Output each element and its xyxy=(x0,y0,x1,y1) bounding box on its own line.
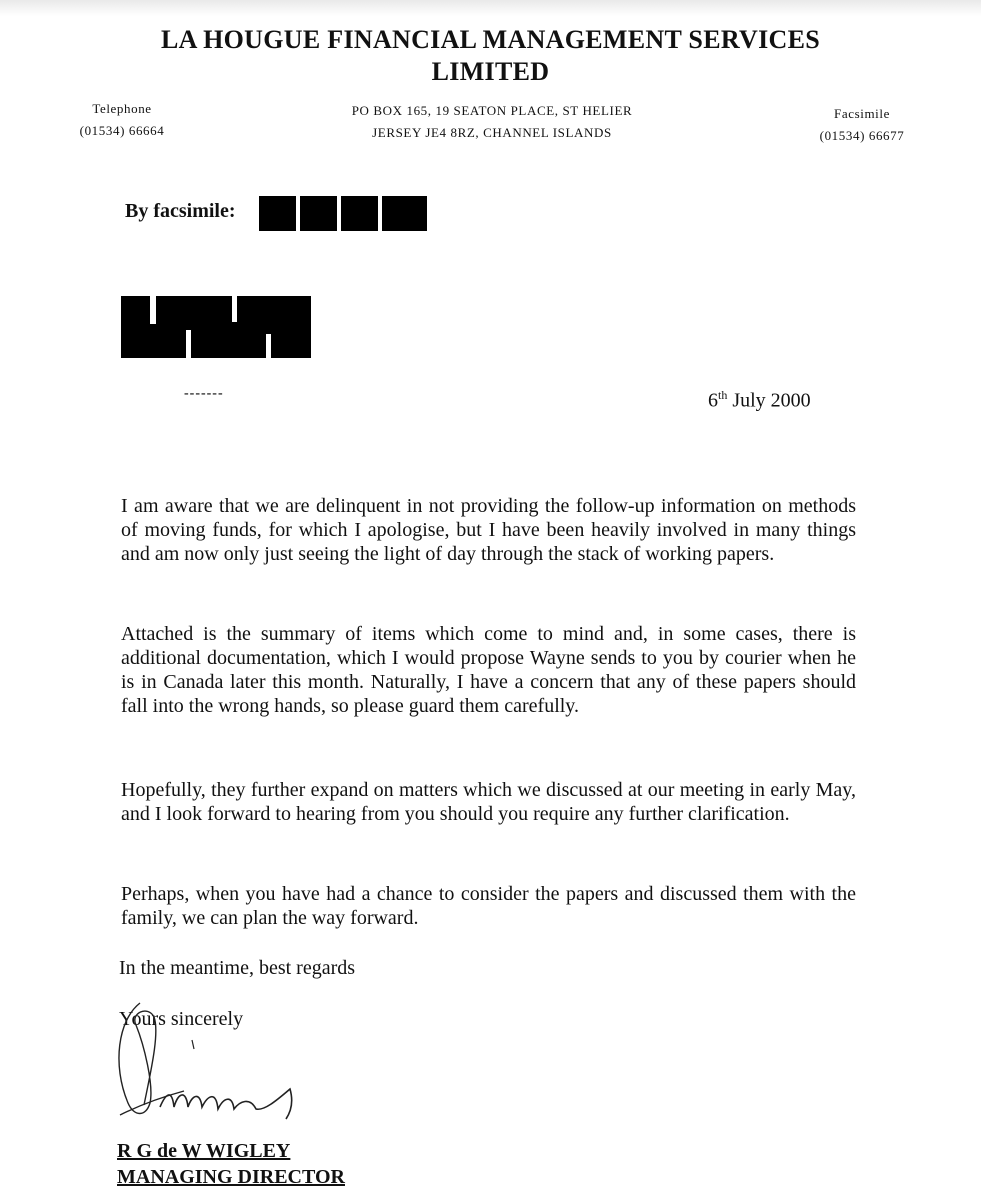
date-month-year: July 2000 xyxy=(732,389,811,412)
body-paragraph-1: I am aware that we are delinquent in not providing the follow-up information on methods of moving funds, for which I apologise, but I have been heavily involved in many things and am now only just seeing the light of day through the stack of working papers. xyxy=(121,495,856,565)
handwritten-signature xyxy=(100,985,340,1135)
signatory-name: R G de W WIGLEY xyxy=(117,1140,291,1162)
closing-line: Yours sincerely xyxy=(119,1008,244,1030)
date-day: 6 xyxy=(708,389,718,412)
date-suffix: th xyxy=(718,388,728,402)
address-block xyxy=(292,100,692,144)
facsimile-number: (01534) 66677 xyxy=(819,128,905,143)
by-facsimile-label: By facsimile: xyxy=(125,200,236,222)
address-line-2: JERSEY JE4 8RZ, CHANNEL ISLANDS xyxy=(372,125,612,140)
telephone-block xyxy=(62,98,182,142)
body-paragraph-3: Hopefully, they further expand on matters which we discussed at our meeting in early May, and I look forward to hearing from you should you require any further clarification. xyxy=(121,779,856,825)
facsimile-block xyxy=(800,103,924,147)
letter-date xyxy=(708,388,811,413)
telephone-label: Telephone xyxy=(92,101,152,116)
facsimile-label: Facsimile xyxy=(834,106,890,121)
signatory-title: MANAGING DIRECTOR xyxy=(117,1166,345,1188)
scan-top-shadow xyxy=(0,0,981,16)
dash-line: ------- xyxy=(184,386,224,401)
company-name-limited: LIMITED xyxy=(431,57,550,86)
company-name: LA HOUGUE FINANCIAL MANAGEMENT SERVICES xyxy=(161,25,820,54)
body-paragraph-2: Attached is the summary of items which come to mind and, in some cases, there is additional documentation, which I would propose Wayne sends to you by courier when he is in Canada later this month. Naturally, I have a concern that any of these papers should fall into the wrong hands, so please guard them carefully. xyxy=(121,623,856,717)
address-line-1: PO BOX 165, 19 SEATON PLACE, ST HELIER xyxy=(351,103,633,118)
telephone-number: (01534) 66664 xyxy=(79,123,165,138)
regards-line: In the meantime, best regards xyxy=(119,957,356,979)
body-paragraph-4: Perhaps, when you have had a chance to consider the papers and discussed them with the family, we can plan the way forward. xyxy=(121,883,856,929)
